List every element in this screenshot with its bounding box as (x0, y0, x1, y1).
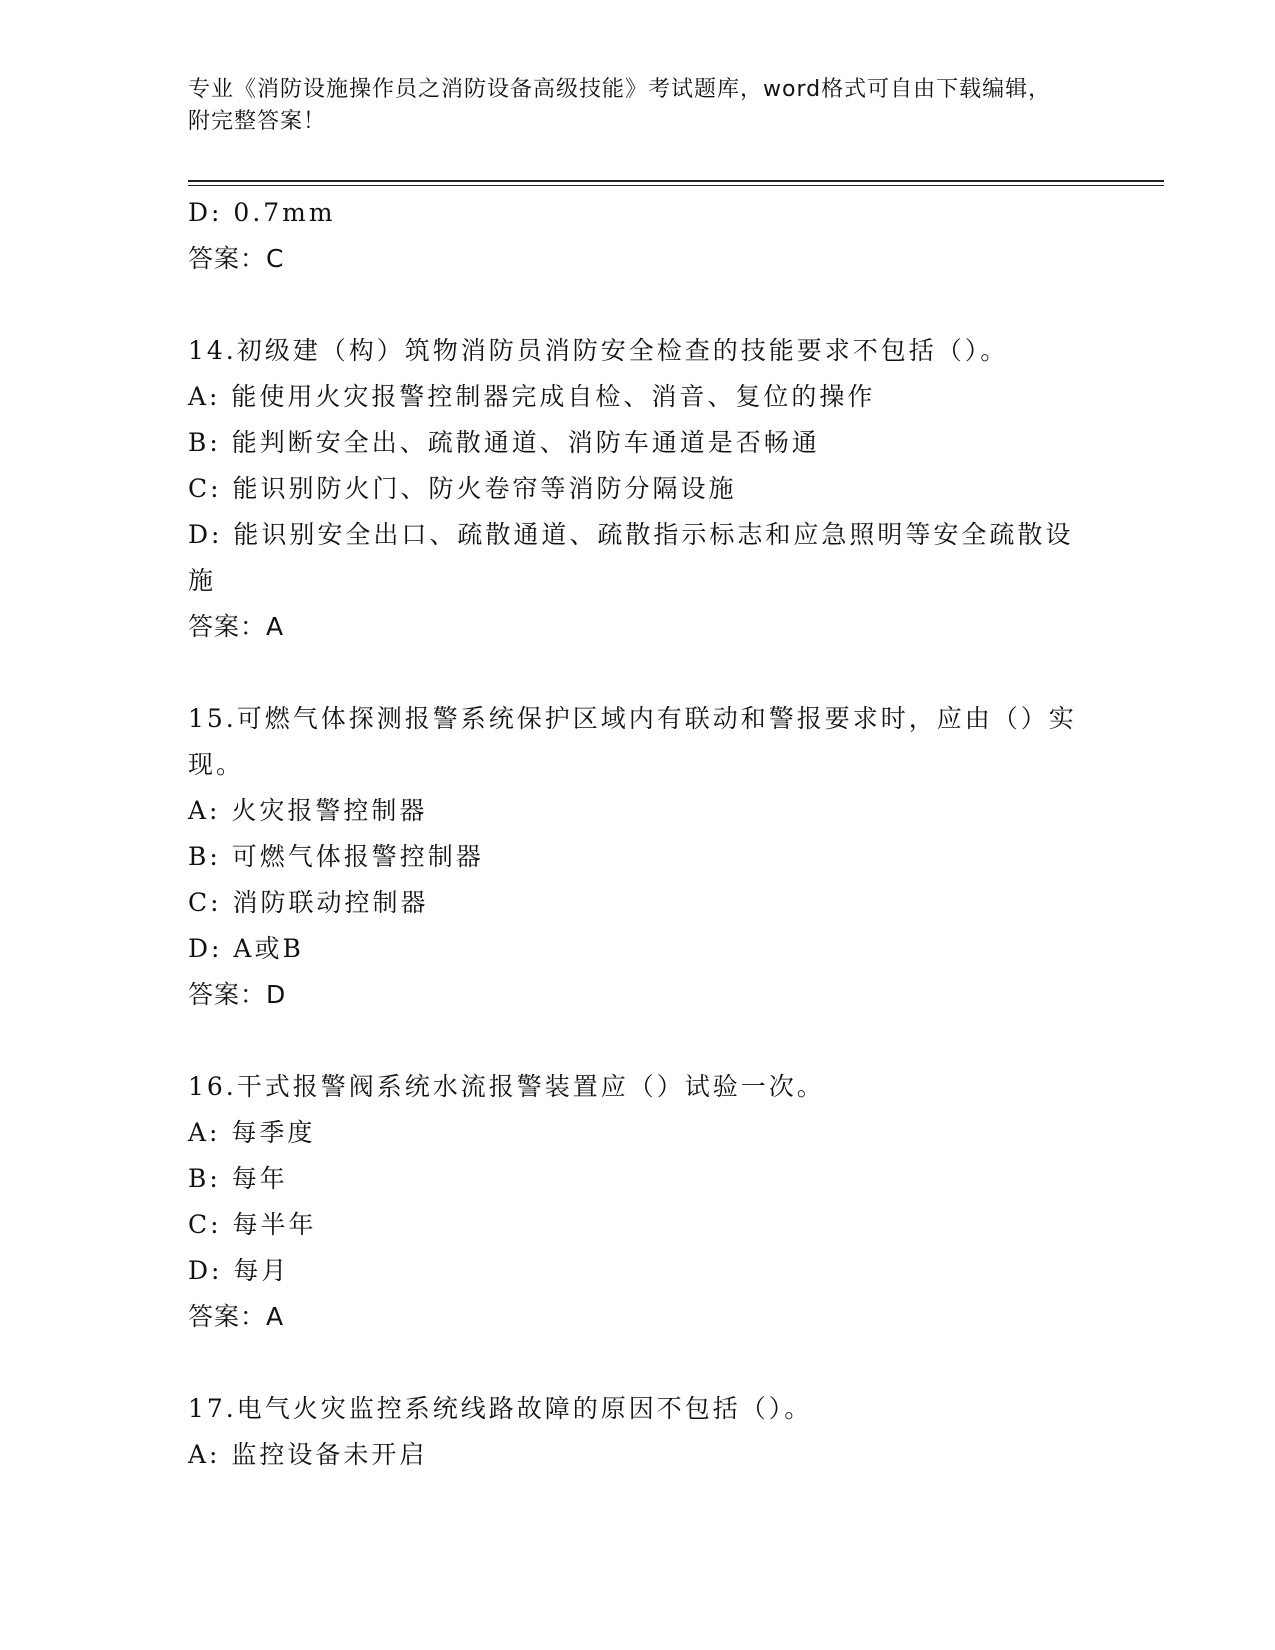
spacer (188, 1340, 1078, 1386)
carryover-answer: 答案：C (188, 244, 285, 273)
option-c: C: 能识别防火门、防火卷帘等消防分隔设施 (188, 474, 737, 503)
option-c: C: 每半年 (188, 1210, 317, 1239)
option-b: B: 可燃气体报警控制器 (188, 842, 484, 871)
question-stem: 15.可燃气体探测报警系统保护区域内有联动和警报要求时，应由（）实现。 (188, 704, 1077, 779)
question-17 (188, 1386, 1078, 1478)
spacer (188, 650, 1078, 696)
question-list (188, 190, 1078, 1478)
spacer (188, 1018, 1078, 1064)
option-b: B: 能判断安全出、疏散通道、消防车通道是否畅通 (188, 428, 820, 457)
option-d: D: A或B (188, 934, 304, 963)
option-d: D: 每月 (188, 1256, 290, 1285)
option-a: A: 火灾报警控制器 (188, 796, 428, 825)
answer-line: 答案：D (188, 980, 287, 1009)
option-a: A: 监控设备未开启 (188, 1440, 428, 1469)
document-header: 专业《消防设施操作员之消防设备高级技能》考试题库，word格式可自由下载编辑，附完整答案！ (188, 77, 1052, 134)
option-a: A: 每季度 (188, 1118, 316, 1147)
question-14 (188, 328, 1078, 650)
option-c: C: 消防联动控制器 (188, 888, 429, 917)
header-divider-thick (188, 180, 1164, 182)
spacer (188, 282, 1078, 328)
header-divider-thin (188, 185, 1164, 186)
option-d: D: 能识别安全出口、疏散通道、疏散指示标志和应急照明等安全疏散设施 (188, 520, 1074, 595)
answer-line: 答案：A (188, 612, 285, 641)
question-15 (188, 696, 1078, 1018)
answer-line: 答案：A (188, 1302, 285, 1331)
carryover-option-d: D: 0.7mm (188, 198, 336, 227)
question-16 (188, 1064, 1078, 1340)
question-stem: 14.初级建（构）筑物消防员消防安全检查的技能要求不包括（）。 (188, 336, 1009, 365)
option-b: B: 每年 (188, 1164, 288, 1193)
question-stem: 17.电气火灾监控系统线路故障的原因不包括（）。 (188, 1394, 813, 1423)
option-a: A: 能使用火灾报警控制器完成自检、消音、复位的操作 (188, 382, 876, 411)
question-stem: 16.干式报警阀系统水流报警装置应（）试验一次。 (188, 1072, 825, 1101)
